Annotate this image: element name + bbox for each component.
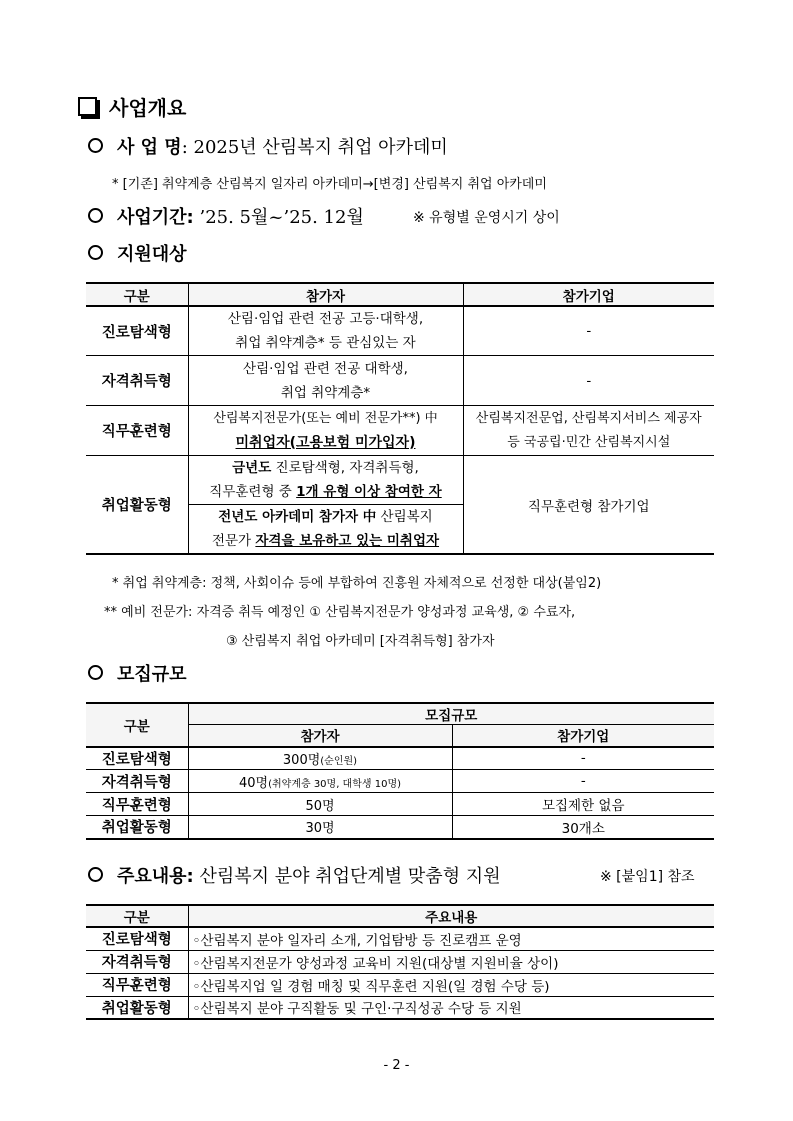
- checkbox-square-icon: [78, 97, 97, 116]
- period-line: [88, 203, 364, 229]
- header-type: 구분: [86, 703, 188, 747]
- content-table: [86, 904, 714, 1020]
- footnote-1: * 취업 취약계층: 정책, 사회이슈 등에 부합하여 진흥원 자체적으로 선정한 대상(붙임2): [112, 576, 602, 591]
- business-name-value: : 2025년 산림복지 취업 아카데미: [181, 137, 448, 158]
- content-value: 산림복지 분야 취업단계별 맞춤형 지원: [199, 866, 501, 887]
- header-type: 구분: [86, 905, 188, 927]
- target-table: [86, 282, 714, 555]
- circle-bullet-icon: [88, 867, 103, 882]
- page-number: - 2 -: [383, 1058, 410, 1073]
- circle-bullet-icon: [88, 665, 103, 680]
- content-label: 주요내용:: [117, 866, 194, 887]
- header-scale: 모집규모: [188, 703, 714, 725]
- period-label: 사업기간:: [117, 207, 194, 228]
- table-row: 자격취득형 ◦산림복지전문가 양성과정 교육비 지원(대상별 지원비율 상이): [86, 950, 714, 973]
- table-row: 직무훈련형 50명 모집제한 없음: [86, 793, 714, 816]
- table-row: 취업활동형 30명 30개소: [86, 816, 714, 839]
- table-row: 자격취득형 산림·임업 관련 전공 대학생, 취업 취약계층* -: [86, 356, 714, 406]
- business-name-note: * [기존] 취약계층 산림복지 일자리 아카데미→[변경] 산림복지 취업 아카데미: [112, 177, 547, 192]
- target-heading: 지원대상: [88, 240, 187, 266]
- table-row: 진로탐색형 ◦산림복지 분야 일자리 소개, 기업탐방 등 진로캠프 운영: [86, 927, 714, 950]
- table-row: 직무훈련형 ◦산림복지업 일 경험 매칭 및 직무훈련 지원(일 경험 수당 등): [86, 973, 714, 996]
- recruit-heading: 모집규모: [88, 660, 187, 686]
- period-note: ※ 유형별 운영시기 상이: [413, 210, 560, 226]
- table-row: 취업활동형 ◦산림복지 분야 구직활동 및 구인·구직성공 수당 등 지원: [86, 996, 714, 1019]
- recruit-table: [86, 702, 714, 840]
- table-row: 진로탐색형 300명(순인원) -: [86, 747, 714, 770]
- footnote-3: ③ 산림복지 취업 아카데미 [자격취득형] 참가자: [226, 634, 495, 649]
- header-company: 참가기업: [452, 725, 714, 747]
- circle-bullet-icon: [88, 245, 103, 260]
- header-content: 주요내용: [188, 905, 714, 927]
- header-company: 참가기업: [463, 283, 714, 306]
- footnote-2: ** 예비 전문가: 자격증 취득 예정인 ① 산림복지전문가 양성과정 교육생, ② 수료자,: [104, 605, 576, 620]
- table-row: 직무훈련형 산림복지전문가(또는 예비 전문가**) 中 미취업자(고용보험 미가입자) 산림복지전문업, 산림복지서비스 제공자 등 국공립·민간 산림복지시설: [86, 406, 714, 456]
- business-name-line: [88, 133, 448, 159]
- content-heading: [88, 862, 501, 888]
- business-name-label: 사 업 명: [117, 137, 182, 158]
- content-note: ※ [붙임1] 참조: [600, 869, 695, 885]
- header-participant: 참가자: [188, 725, 452, 747]
- table-row: 취업활동형 금년도 진로탐색형, 자격취득형, 직무훈련형 중 1개 유형 이상 참여한 자 전년도 아카데미 참가자 中 산림복지 전문가 자격을 보유하고 있는 미취업자 직무훈련형 참가기업: [86, 456, 714, 555]
- circle-bullet-icon: [88, 208, 103, 223]
- header-participant: 참가자: [188, 283, 463, 306]
- section-title: 사업개요: [78, 92, 186, 121]
- header-type: 구분: [86, 283, 188, 306]
- circle-bullet-icon: [88, 138, 103, 153]
- table-row: 진로탐색형 산림·임업 관련 전공 고등·대학생, 취업 취약계층* 등 관심있는 자 -: [86, 306, 714, 356]
- period-value: ’25. 5월~’25. 12월: [199, 207, 364, 228]
- table-row: 자격취득형 40명(취약계층 30명, 대학생 10명) -: [86, 770, 714, 793]
